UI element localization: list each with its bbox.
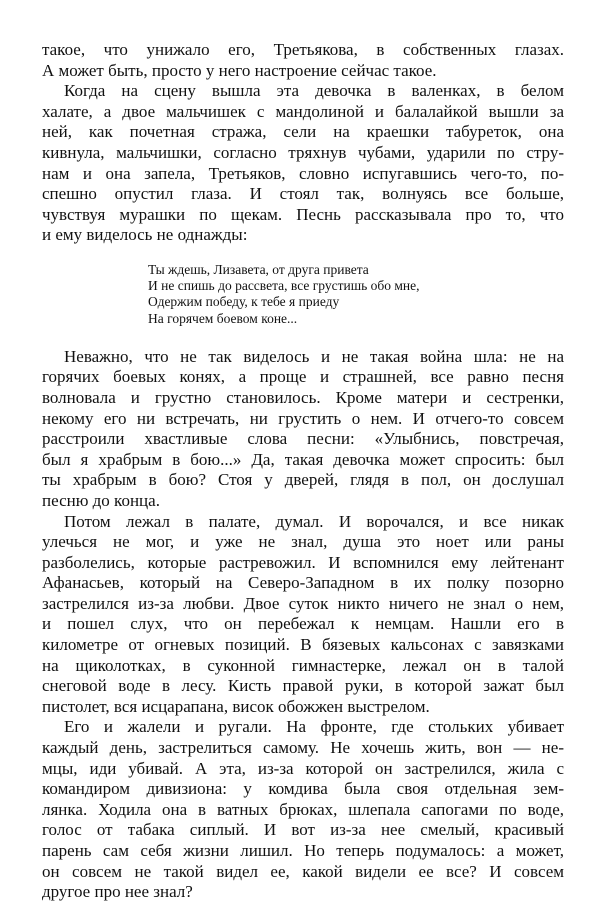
paragraph xyxy=(42,717,564,902)
text-line: разболелись, которые растревожил. И вспомнился ему лейтенант xyxy=(42,552,564,572)
text-line: на щиколотках, в суконной гимнастерке, лежал он в талой xyxy=(42,655,564,675)
text-line: горячих боевых конях, а проще и страшней, все равно песня xyxy=(42,367,564,387)
text-line: ней, как почетная стража, сели на краешки табуреток, она xyxy=(42,122,564,142)
book-page xyxy=(42,40,564,903)
text-line: кивнула, мальчишки, согласно тряхнув чубами, ударили по стру- xyxy=(42,142,564,162)
text-line: он совсем не такой видел ее, какой видели ее все? И совсем xyxy=(42,861,564,881)
paragraph xyxy=(42,512,564,718)
text-line: нам и она запела, Третьяков, словно испугавшись чего-то, по- xyxy=(42,163,564,183)
text-line: Его и жалели и ругали. На фронте, где стольких убивает xyxy=(64,717,564,737)
text-line: каждый день, застрелиться самому. Не хочешь жить, вон — не- xyxy=(42,738,564,758)
text-line: пистолет, вся исцарапана, висок обожжен выстрелом. xyxy=(42,696,430,716)
verse-line: И не спишь до рассвета, все грустишь обо мне, xyxy=(148,278,420,294)
text-line: волновала и грустно становилось. Кроме матери и сестренки, xyxy=(42,387,564,407)
paragraph xyxy=(42,347,564,512)
text-line: Неважно, что не так виделось и не такая война шла: не на xyxy=(64,346,564,366)
text-before-verse xyxy=(42,40,564,246)
song-verse xyxy=(148,262,564,327)
verse-line: Одержим победу, к тебе я приеду xyxy=(148,294,340,310)
text-line: чувствуя мурашки по щекам. Песнь рассказывала про то, что xyxy=(42,204,564,224)
verse-line: Ты ждешь, Лизавета, от друга привета xyxy=(148,261,369,277)
text-line: ты храбрым в бою? Стоя у дверей, глядя в пол, он дослушал xyxy=(42,470,564,490)
text-line: А может быть, просто у него настроение сейчас такое. xyxy=(42,60,437,80)
text-line: спешно опустил глаза. И стоял так, волнуясь все больше, xyxy=(42,184,564,204)
text-line: лянка. Ходила она в ватных брюках, шлепала сапогами по воде, xyxy=(42,799,564,819)
text-line: улечься не мог, и уже не знал, душа это ноет или раны xyxy=(42,532,564,552)
text-line: Потом лежал в палате, думал. И ворочался, и все никак xyxy=(64,511,564,531)
text-line: некому его ни встречать, ни грустить о нем. И отчего-то совсем xyxy=(42,408,564,428)
text-after-verse xyxy=(42,347,564,903)
text-line: Афанасьев, который на Северо-Западном в их полку позорно xyxy=(42,573,564,593)
text-line: мцы, иди убивай. А эта, из-за которой он застрелился, жила с xyxy=(42,758,564,778)
text-line: и пошел слух, что он перебежал к немцам. Нашли его в xyxy=(42,614,564,634)
text-line: километре от огневых позиций. В бязевых кальсонах с завязками xyxy=(42,635,564,655)
paragraph xyxy=(42,81,564,246)
verse-line: На горячем боевом коне... xyxy=(148,310,298,326)
text-line: другое про нее знал? xyxy=(42,882,193,902)
text-line: голос от табака сиплый. И вот из-за нее смелый, красивый xyxy=(42,820,564,840)
paragraph xyxy=(42,40,564,81)
text-line: застрелился из-за любви. Двое суток никто ничего не знал о нем, xyxy=(42,593,564,613)
text-line: парень сам себя жизни лишил. Но теперь подумалось: а может, xyxy=(42,841,564,860)
text-line: песню до конца. xyxy=(42,490,160,510)
text-line: и ему виделось не однажды: xyxy=(42,225,248,245)
text-line: такое, что унижало его, Третьякова, в собственных глазах. xyxy=(42,40,564,59)
text-line: был я храбрым в бою...» Да, такая девочка может спросить: был xyxy=(42,449,564,469)
text-line: халате, а двое мальчишек с мандолиной и балалайкой вышли за xyxy=(42,101,564,121)
text-line: Когда на сцену вышла эта девочка в валенках, в белом xyxy=(64,81,564,101)
text-line: снеговой воде в лесу. Кисть правой руки, в которой зажат был xyxy=(42,676,564,696)
text-line: командиром дивизиона: у комдива была своя отдельная зем- xyxy=(42,779,564,799)
text-line: расстроили хвастливые слова песни: «Улыбнись, повстречая, xyxy=(42,429,564,449)
